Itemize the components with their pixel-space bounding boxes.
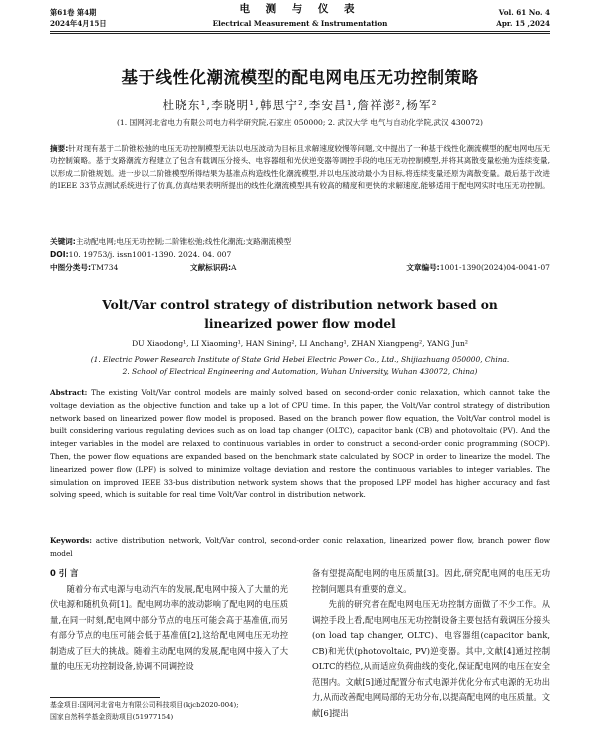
authors-en: DU Xiaodong¹, LI Xiaoming¹, HAN Sining², LI Anchang¹, ZHAN Xiangpeng², YANG Jun² — [132, 339, 468, 348]
intro-right-text-2: 先前的研究者在配电网电压无功控制方面做了不少工作。从调控手段上看,配电网电压无功控制设备主要包括有载调压分接头(on load tap changer, OLTC)、电容器组(capacitor bank, CB)和光伏(photovoltaic, PV)逆变器。其中,文献[4]通过控制OLTC的档位,从而适应负荷曲线的变化,保证配电网的电压在安全范围内。文献[5]通过配置分布式电源并优化分布式电源的无功出力,从而改善配电网局部的无功分布,以提高配电网的电压质量。文献[6]提出 — [312, 599, 550, 718]
affiliations-en — [0, 354, 600, 378]
doc-code-label: 文献标识码: — [190, 263, 232, 272]
abstract-cn-text: 针对现有基于二阶锥松弛的电压无功控制模型无法以电压波动为目标且求解速度较慢等问题,文中提出了一种基于线性化潮流模型的配电网电压无功控制策略。基于支路潮流方程建立了包含有载调压分接头、电容器组和光伏逆变器等调控手段的电压无功控制模型,并将其离散变量松弛为连续变量,以形成二阶锥规划。进一步以二阶锥模型所得结果为基准点构造线性化潮流模型,并以电压波动最小为目标,将连续变量还原为离散变量。最后基于改进的IEEE 33节点测试系统进行了仿真,仿真结果表明所提出的线性化潮流模型具有较高的精度和更快的求解速度,能够适用于配电网实时电压无功控制。 — [50, 144, 551, 190]
keywords-cn — [50, 236, 550, 248]
abstract-en — [50, 387, 550, 502]
footnote-line2: 国家自然科学基金资助项目(51977154) — [50, 712, 174, 721]
affiliations-en-line1: (1. Electric Power Research Institute of State Grid Hebei Electric Power Co., Ltd., Shijiazhuang 050000, China. — [90, 355, 510, 364]
keywords-cn-text: 主动配电网;电压无功控制;二阶锥松弛;线性化潮流;支路潮流模型 — [75, 237, 292, 246]
footnote-line1: 基金项目:国网河北省电力有限公司科技项目(kjcb2020-004); — [50, 701, 239, 709]
footnote-rule — [50, 697, 160, 698]
doc-code-value: A — [231, 263, 237, 272]
intro-left-column — [50, 566, 288, 675]
clc-value: TM734 — [91, 263, 119, 272]
header-journal-en: Electrical Measurement & Instrumentation — [212, 19, 388, 28]
abstract-cn-label: 摘要: — [50, 144, 69, 153]
header-date-cn: 2024年4月15日 — [50, 19, 107, 28]
footnote — [50, 700, 288, 724]
header-vol-no-en: Vol. 61 No. 4 — [498, 8, 550, 17]
affiliations-en-line2: 2. School of Electrical Engineering and Automation, Wuhan University, Wuhan 430072, China) — [122, 367, 478, 376]
doi-label: DOI: — [50, 250, 69, 259]
keywords-en-label: Keywords: — [50, 536, 92, 545]
keywords-cn-label: 关键词: — [50, 237, 76, 246]
paper-title-en-line2: linearized power flow model — [204, 317, 396, 331]
intro-heading: 0 引 言 — [50, 568, 79, 578]
intro-right-column — [312, 566, 550, 721]
paper-title-en-line1: Volt/Var control strategy of distribution network based on — [102, 298, 498, 312]
affiliations-cn: (1. 国网河北省电力有限公司电力科学研究院,石家庄 050000; 2. 武汉大学 电气与自动化学院,武汉 430072) — [116, 118, 484, 127]
header-journal-cn: 电 测 与 仪 表 — [239, 3, 361, 15]
header-volume-issue: 第61卷 第4期 — [50, 8, 97, 17]
abstract-cn — [50, 143, 550, 192]
header-date-en: Apr. 15 ,2024 — [496, 19, 550, 28]
abstract-en-label: Abstract: — [50, 388, 88, 397]
authors-cn: 杜晓东¹,李晓明¹,韩思宁²,李安昌¹,詹祥澎²,杨军² — [162, 98, 438, 112]
paper-title-cn: 基于线性化潮流模型的配电网电压无功控制策略 — [121, 68, 479, 87]
paper-title-en — [0, 296, 600, 334]
article-no-label: 文章编号: — [406, 263, 440, 272]
doi — [50, 249, 550, 261]
clc-label: 中图分类号: — [50, 263, 92, 272]
intro-right-text-1: 备有望提高配电网的电压质量[3]。因此,研究配电网的电压无功控制问题具有重要的意义。 — [312, 568, 550, 594]
keywords-en-text: active distribution network, Volt/Var control, second-order conic relaxation, linearized power flow, branch power flow model — [50, 536, 550, 558]
abstract-en-text: The existing Volt/Var control models are mainly solved based on second-order conic relaxation, which cannot take the voltage deviation as the objective function and take up a lot of CPU time. In this paper, the Volt/Var control strategy of distribution network based on linearized power flow model is proposed. Based on the branch power flow equation, the Volt/Var control model is built considering various regulating devices such as on load tap changer (OLTC), capacitor bank (CB) and photovoltaic (PV). And the integer variables in the model are relaxed to continuous variables in order to construct a second-order conic programming (SOCP). Then, the power flow equations are expanded based on the benchmark state calculated by SOCP in order to linearize the model. The linearized power flow (LPF) is solved to minimize voltage deviation and restore the continuous variables to integer variables. The simulation on improved IEEE 33-bus distribution network system shows that the proposed LPF model has higher accuracy and fast solving speed, which is suitable for real time Volt/Var control in distribution network. — [50, 388, 550, 500]
article-no-value: 1001-1390(2024)04-0041-07 — [439, 263, 550, 272]
header-rule-secondary — [50, 33, 550, 34]
intro-left-text: 随着分布式电源与电动汽车的发展,配电网中接入了大量的光伏电源和随机负荷[1]。配电网功率的波动影响了配电网的电压质量,在同一时刻,配电网中部分节点的电压可能会高于基准值,而另有部分节点的电压可能会低于基准值[2],这给配电网电压无功控制造成了巨大的挑战。随着主动配电网的发展,配电网中接入了大量的电压无功控制设备,协调不同调控设 — [50, 583, 288, 671]
doi-text: 10. 19753/j. issn1001-1390. 2024. 04. 007 — [68, 250, 232, 259]
keywords-en — [50, 535, 550, 561]
header-rule — [50, 31, 550, 32]
